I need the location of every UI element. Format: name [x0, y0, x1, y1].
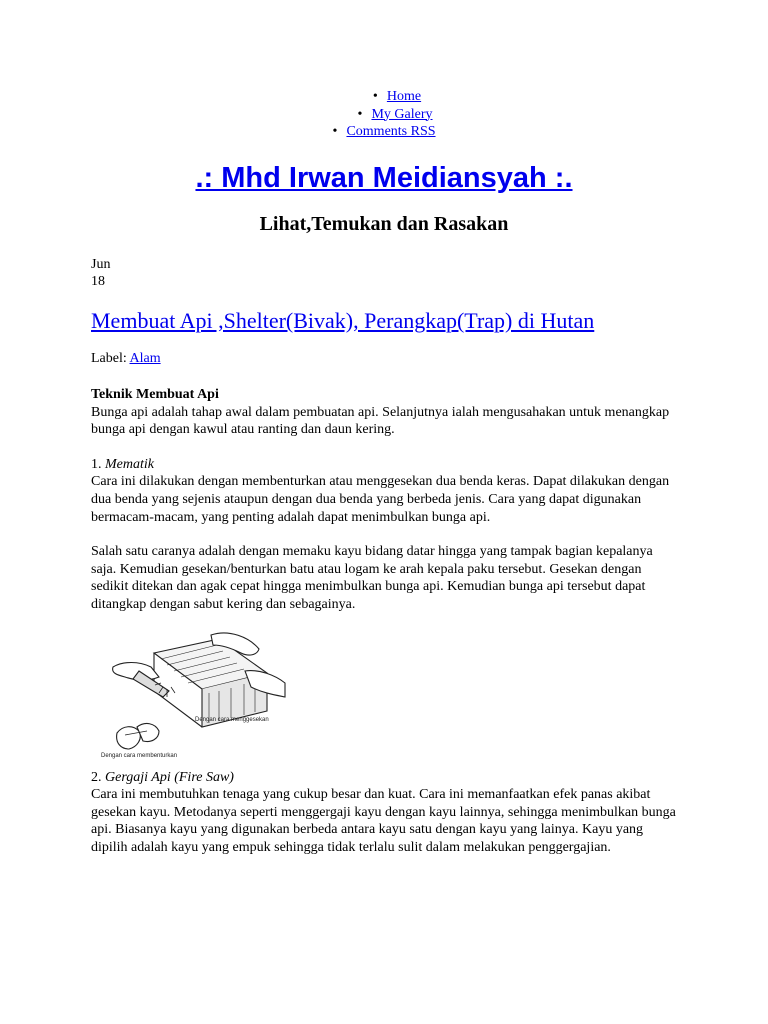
nav-link-gallery[interactable]: My Galery [371, 106, 433, 122]
intro-paragraph [91, 386, 681, 439]
site-tagline: Lihat,Temukan dan Rasakan [259, 213, 509, 235]
caption-friction: Dengan cara menggesekan [195, 716, 269, 723]
intro-text: Bunga api adalah tahap awal dalam pembuatan api. Selanjutnya ialah mengusahakan untuk menangkap bunga api dengan kawul atau ranting dan daun kering. [91, 404, 670, 438]
caption-striking: Dengan cara membenturkan [101, 752, 178, 759]
post-date [91, 256, 110, 290]
bullet-icon: • [372, 89, 378, 104]
method-1-paragraph [91, 456, 681, 526]
method-2-paragraph [91, 769, 681, 857]
nav-item-home [0, 88, 768, 106]
nav-link-comments-rss[interactable]: Comments RSS [346, 124, 436, 139]
bullet-icon: • [332, 124, 338, 139]
post-title [91, 308, 594, 334]
label-prefix: Label: [91, 351, 127, 366]
method-2-name: Gergaji Api (Fire Saw) [105, 769, 234, 785]
method-2-number: 2. [91, 769, 102, 785]
method-1-paragraph-2: Salah satu caranya adalah dengan memaku kayu bidang datar hingga yang tampak bagian kepalanya saja. Kemudian gesekan/benturkan batu atau logam ke arah kepala paku tersebut. Gesekan dengan sedikit ditekan dan agak cepat hingga menimbulkan bunga api. Kemudian bunga api tersebut dapat ditangkap dengan sabut kering dan sebagainya. [91, 544, 653, 612]
post-date-day: 18 [91, 274, 105, 289]
nav-item-gallery [0, 106, 768, 124]
fire-striking-illustration [99, 631, 289, 759]
site-title-link[interactable]: .: Mhd Irwan Meidiansyah :. [195, 162, 573, 194]
section-heading: Teknik Membuat Api [91, 387, 219, 402]
bullet-icon: • [357, 106, 363, 122]
method-2-text: Cara ini membutuhkan tenaga yang cukup besar dan kuat. Cara ini memanfaatkan efek panas akibat gesekan kayu. Metodanya seperti menggergaji kayu dengan kayu lainnya, sehingga menimbulkan bunga api. Biasanya kayu yang digunakan berbeda antara kayu satu dengan kayu yang lainya. Kayu yang dipilih adalah kayu yang empuk sehingga tidak terlalu sulit dalam melakukan penggergajian. [91, 787, 676, 855]
post-body [91, 386, 681, 874]
method-1-text: Cara ini dilakukan dengan membenturkan atau menggesekan dua benda keras. Dapat dilakukan dengan dua benda yang sejenis ataupun dengan dua benda yang berbeda jenis. Cara yang dapat digunakan bermacam-macam, yang penting adalah dapat menimbulkan bunga api. [91, 474, 670, 525]
site-title [0, 162, 768, 195]
nav-link-home[interactable]: Home [386, 89, 422, 104]
post-date-month: Jun [91, 257, 111, 272]
method-1-name: Mematik [105, 456, 154, 472]
post-title-link[interactable]: Membuat Api ,Shelter(Bivak), Perangkap(Trap) di Hutan [91, 308, 595, 333]
nav-item-rss [0, 123, 768, 141]
method-1-number: 1. [91, 456, 102, 472]
post-label [91, 351, 161, 367]
top-nav [0, 88, 768, 141]
label-link-alam[interactable]: Alam [129, 351, 161, 366]
